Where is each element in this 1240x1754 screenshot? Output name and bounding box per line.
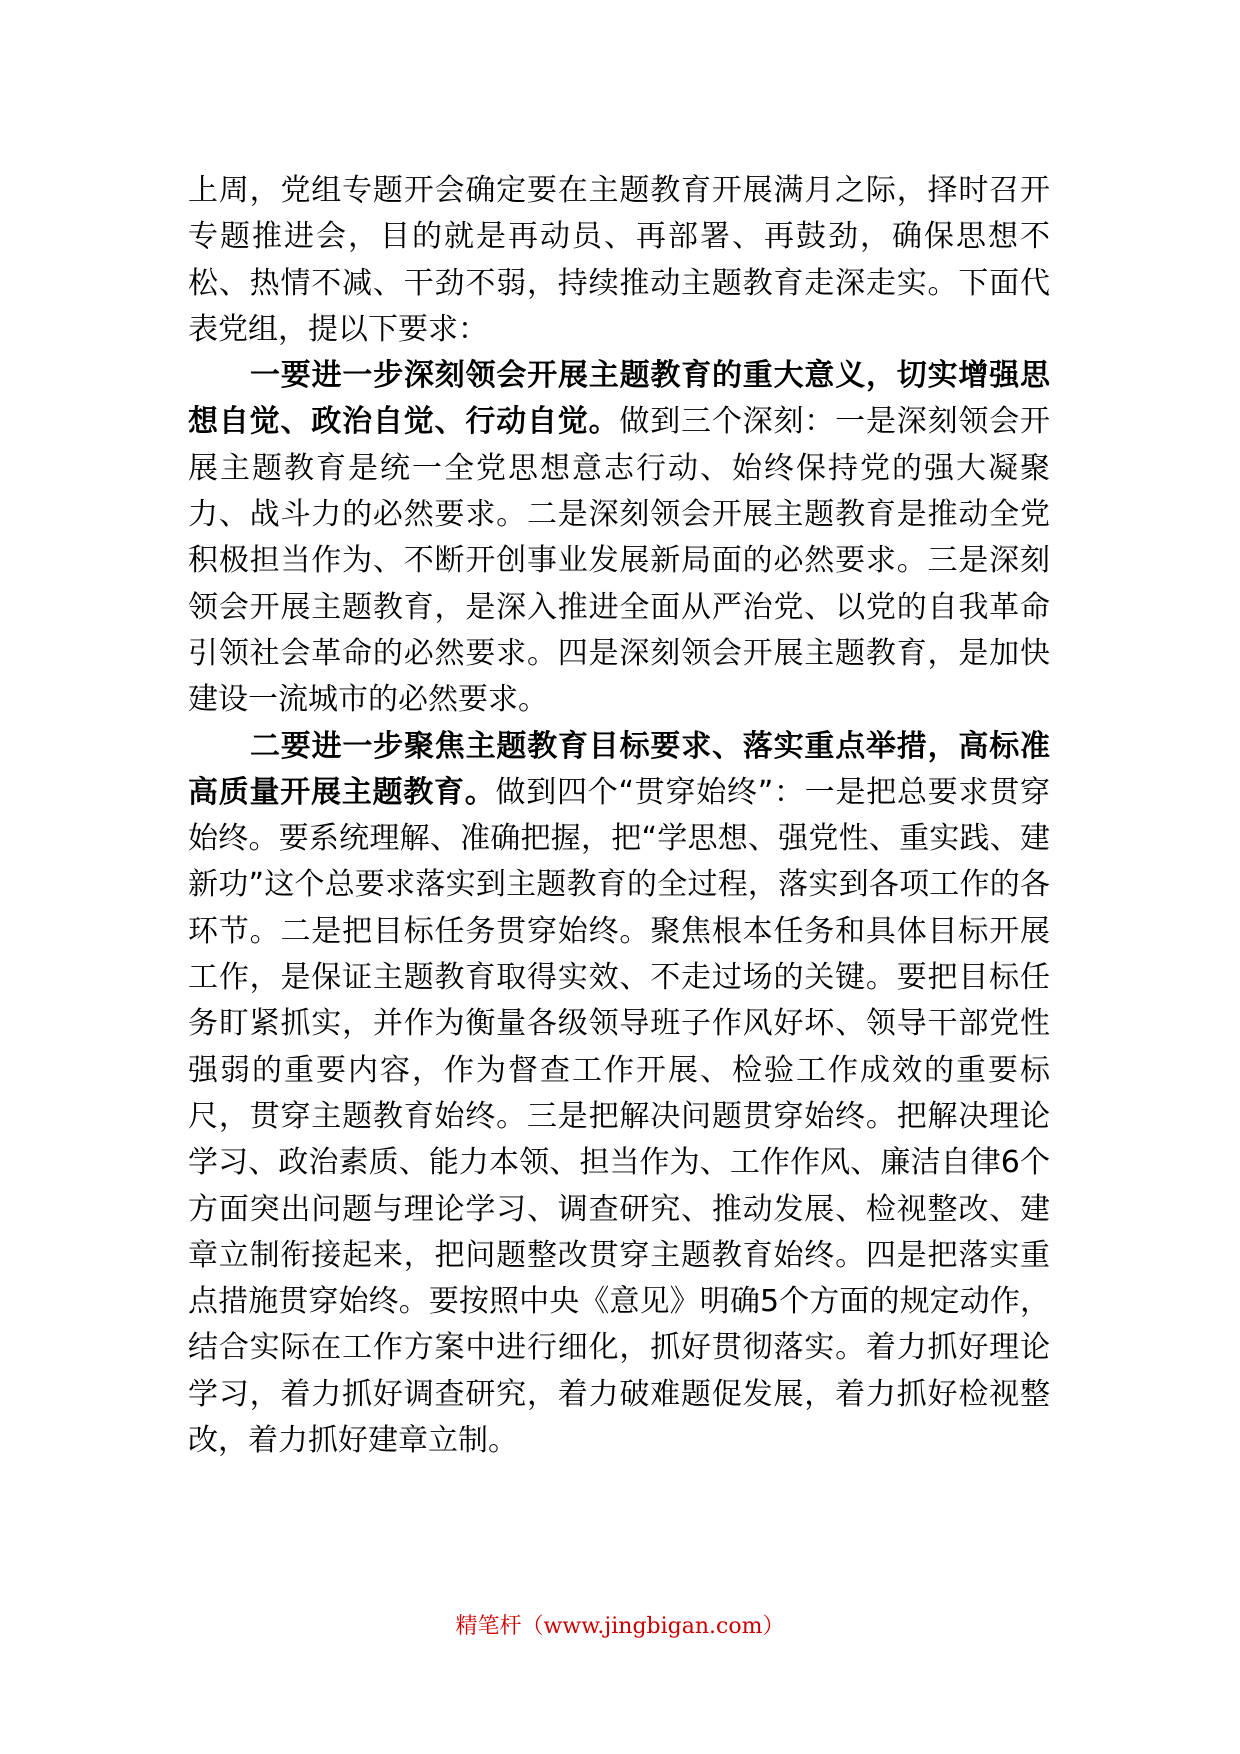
paragraph-intro (188, 168, 1050, 353)
document-body (188, 168, 1050, 1464)
paragraph-requirement-two-text: 做到四个“贯穿始终”：一是把总要求贯穿始终。要系统理解、准确把握，把“学思想、强党性、重实践、建新功”这个总要求落实到主题教育的全过程，落实到各项工作的各环节。二是把目标任务贯穿始终。聚焦根本任务和具体目标开展工作，是保证主题教育取得实效、不走过场的关键。要把目标任务盯紧抓实，并作为衡量各级领导班子作风好坏、领导干部党性强弱的重要内容，作为督查工作开展、检验工作成效的重要标尺，贯穿主题教育始终。三是把解决问题贯穿始终。把解决理论学习、政治素质、能力本领、担当作为、工作作风、廉洁自律6个方面突出问题与理论学习、调查研究、推动发展、检视整改、建章立制衔接起来，把问题整改贯穿主题教育始终。四是把落实重点措施贯穿始终。要按照中央《意见》明确5个方面的规定动作，结合实际在工作方案中进行细化，抓好贯彻落实。着力抓好理论学习，着力抓好调查研究，着力破难题促发展，着力抓好检视整改，着力抓好建章立制。 (188, 774, 1050, 1459)
footer-watermark: 精笔杆（www.jingbigan.com） (455, 1614, 785, 1639)
paragraph-requirement-two (188, 724, 1050, 1465)
paragraph-requirement-one (188, 353, 1050, 723)
paragraph-intro-text: 上周，党组专题开会确定要在主题教育开展满月之际，择时召开专题推进会，目的就是再动员、再部署、再鼓劲，确保思想不松、热情不减、干劲不弱，持续推动主题教育走深走实。下面代表党组，提以下要求： (188, 173, 1050, 347)
paragraph-requirement-one-heading: 一要进一步深刻领会开展主题教育的重大意义，切实增强思想自觉、政治自觉、行动自觉。 (188, 358, 1050, 440)
paragraph-requirement-one-text: 做到三个深刻：一是深刻领会开展主题教育是统一全党思想意志行动、始终保持党的强大凝聚力、战斗力的必然要求。二是深刻领会开展主题教育是推动全党积极担当作为、不断开创事业发展新局面的必然要求。三是深刻领会开展主题教育，是深入推进全面从严治党、以党的自我革命引领社会革命的必然要求。四是深刻领会开展主题教育，是加快建设一流城市的必然要求。 (188, 404, 1051, 718)
paragraph-requirement-two-heading: 二要进一步聚焦主题教育目标要求、落实重点举措，高标准高质量开展主题教育。 (188, 728, 1050, 810)
